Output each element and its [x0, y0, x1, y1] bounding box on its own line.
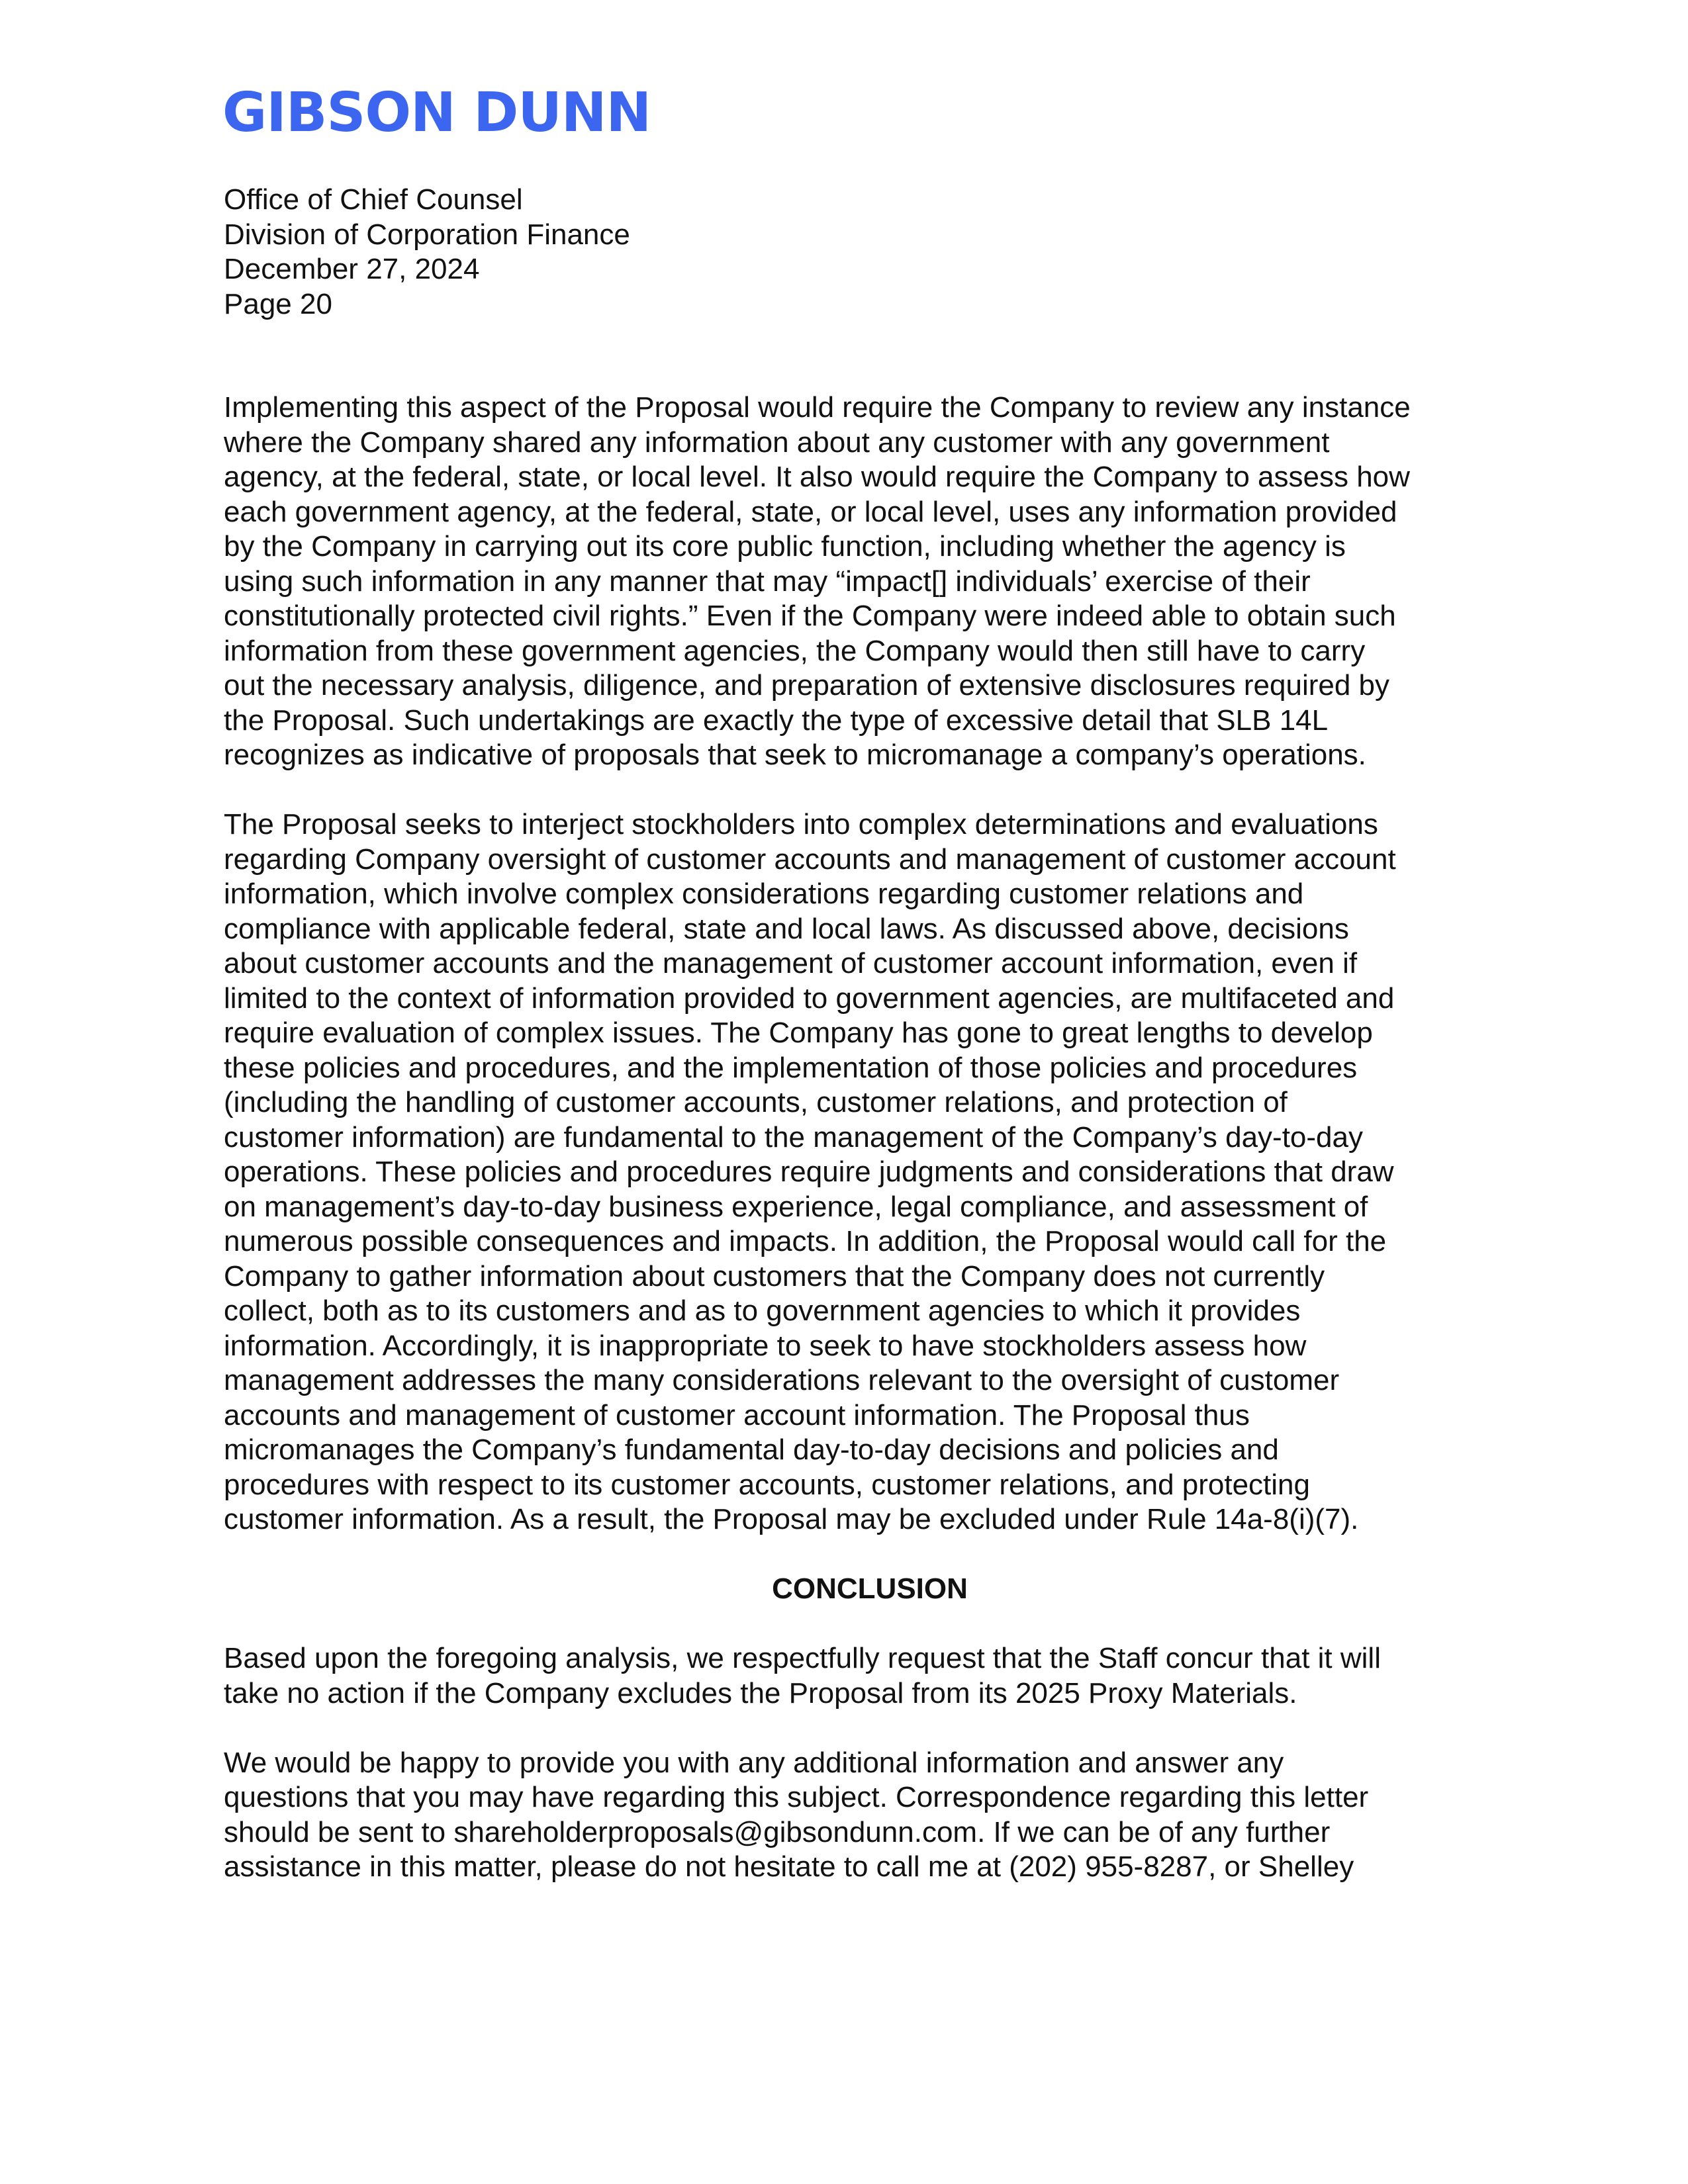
- paragraph-micromanage-detail: [224, 390, 1468, 773]
- paragraph-contact: [224, 1746, 1468, 1885]
- text-line: information from these government agencies, the Company would then still have to carry: [224, 634, 1366, 667]
- text-line: require evaluation of complex issues. The Company has gone to great lengths to develop: [224, 1017, 1373, 1049]
- text-line: accounts and management of customer account information. The Proposal thus: [224, 1398, 1250, 1432]
- text-line: customer information. As a result, the Proposal may be excluded under Rule 14a-8(i)(7).: [224, 1503, 1359, 1535]
- text-line: these policies and procedures, and the implementation of those policies and procedures: [224, 1051, 1358, 1084]
- text-line: micromanages the Company’s fundamental day-to-day decisions and policies and: [224, 1433, 1279, 1466]
- letterhead-block: [224, 183, 630, 322]
- text-line: on management’s day-to-day business experience, legal compliance, and assessment of: [224, 1190, 1368, 1223]
- paragraph-request: [224, 1641, 1468, 1711]
- text-line: collect, both as to its customers and as to government agencies to which it provides: [224, 1295, 1301, 1327]
- text-line: assistance in this matter, please do not hesitate to call me at (202) 955-8287, or Shelley: [224, 1850, 1354, 1883]
- text-line: limited to the context of information provided to government agencies, are multifaceted and: [224, 981, 1395, 1015]
- paragraph-stockholder-interjection: [224, 807, 1468, 1537]
- firm-logo: GIBSON DUNN: [222, 81, 651, 144]
- text-line: should be sent to shareholderproposals@gibsondunn.com. If we can be of any further: [224, 1815, 1331, 1848]
- conclusion-heading: CONCLUSION: [772, 1572, 968, 1605]
- text-line: take no action if the Company excludes the Proposal from its 2025 Proxy Materials.: [224, 1676, 1297, 1709]
- letter-body: [224, 390, 1468, 1919]
- text-line: We would be happy to provide you with any additional information and answer any: [224, 1746, 1284, 1779]
- text-line: Based upon the foregoing analysis, we respectfully request that the Staff concur that it will: [224, 1642, 1381, 1674]
- text-line: The Proposal seeks to interject stockholders into complex determinations and evaluations: [224, 808, 1378, 841]
- text-line: out the necessary analysis, diligence, and preparation of extensive disclosures required by: [224, 669, 1390, 702]
- text-line: Company to gather information about customers that the Company does not currently: [224, 1259, 1325, 1293]
- text-line: constitutionally protected civil rights.” Even if the Company were indeed able to obtain such: [224, 600, 1396, 632]
- text-line: questions that you may have regarding this subject. Correspondence regarding this letter: [224, 1781, 1369, 1813]
- text-line: customer information) are fundamental to the management of the Company’s day-to-day: [224, 1120, 1363, 1154]
- recipient-division: Division of Corporation Finance: [224, 218, 630, 251]
- text-line: using such information in any manner that may “impact[] individuals’ exercise of their: [224, 565, 1311, 598]
- text-line: (including the handling of customer accounts, customer relations, and protection of: [224, 1086, 1288, 1118]
- text-line: regarding Company oversight of customer accounts and management of customer account: [224, 842, 1396, 876]
- page-number: Page 20: [224, 287, 332, 320]
- recipient-office: Office of Chief Counsel: [224, 183, 523, 216]
- text-line: management addresses the many considerations relevant to the oversight of customer: [224, 1364, 1340, 1396]
- text-line: where the Company shared any information about any customer with any government: [224, 426, 1330, 459]
- text-line: about customer accounts and the management of customer account information, even if: [224, 947, 1358, 979]
- text-line: operations. These policies and procedures require judgments and considerations that draw: [224, 1156, 1394, 1188]
- text-line: numerous possible consequences and impacts. In addition, the Proposal would call for the: [224, 1225, 1387, 1257]
- text-line: by the Company in carrying out its core public function, including whether the agency is: [224, 530, 1346, 563]
- text-line: information, which involve complex considerations regarding customer relations and: [224, 878, 1304, 910]
- text-line: compliance with applicable federal, state and local laws. As discussed above, decisions: [224, 912, 1349, 945]
- text-line: each government agency, at the federal, state, or local level, uses any information provided: [224, 495, 1397, 528]
- text-line: Implementing this aspect of the Proposal would require the Company to review any instance: [224, 391, 1411, 424]
- text-line: agency, at the federal, state, or local level. It also would require the Company to assess how: [224, 461, 1410, 493]
- letter-date: December 27, 2024: [224, 253, 480, 285]
- text-line: information. Accordingly, it is inappropriate to seek to have stockholders assess how: [224, 1329, 1307, 1362]
- text-line: recognizes as indicative of proposals that seek to micromanage a company’s operations.: [224, 739, 1366, 771]
- text-line: procedures with respect to its customer accounts, customer relations, and protecting: [224, 1468, 1310, 1501]
- text-line: the Proposal. Such undertakings are exactly the type of excessive detail that SLB 14L: [224, 704, 1329, 737]
